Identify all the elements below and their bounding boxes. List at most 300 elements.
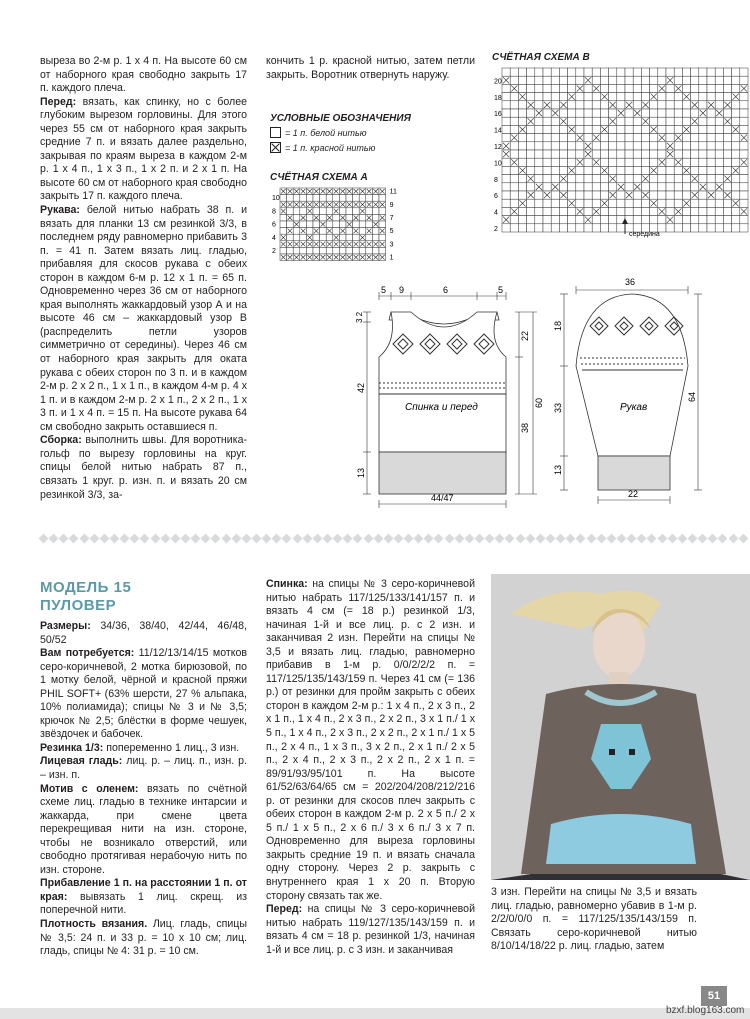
paragraph-heading: Рукава:	[40, 204, 80, 217]
grid-cell	[682, 134, 690, 142]
grid-cell	[666, 93, 674, 101]
divider-diamond	[160, 534, 170, 544]
grid-cell	[584, 191, 592, 199]
grid-cell	[723, 76, 731, 84]
grid-cell	[691, 76, 699, 84]
grid-cell	[707, 224, 715, 232]
grid-cell	[584, 175, 592, 183]
grid-cell	[617, 175, 625, 183]
grid-cell	[658, 76, 666, 84]
grid-cell	[682, 117, 690, 125]
grid-cell	[379, 208, 386, 215]
grid-cell	[568, 101, 576, 109]
grid-cell	[576, 175, 584, 183]
grid-cell	[715, 84, 723, 92]
grid-cell	[313, 195, 320, 202]
text-column-left-bottom	[40, 620, 247, 959]
center-label: середина	[629, 231, 660, 238]
grid-cell	[300, 208, 307, 215]
paragraph-text: 11/12/13/14/15 мотков серо-коричневой, 2 мотка бирюзовой, по 1 мотку белой, чёрной и красной пряжи PHIL SOFT+ (63% шерсти, 27 % альпака, 10% полиамида); спицы № 3 и № 3,5; крючок № 2,5; блёстки в форме чешуек, звёздочек и бабочек.	[40, 647, 247, 741]
grid-cell	[715, 207, 723, 215]
body-bottom-dim: 44/47	[431, 493, 454, 503]
grid-cell	[600, 216, 608, 224]
grid-cell	[300, 234, 307, 241]
grid-cell	[527, 183, 535, 191]
grid-cell	[339, 195, 346, 202]
grid-cell	[707, 76, 715, 84]
grid-cell	[674, 216, 682, 224]
grid-cell	[650, 134, 658, 142]
body-top-dim-3: 6	[443, 285, 449, 295]
sleeve-bottom-dim: 22	[628, 489, 639, 499]
grid-cell	[518, 183, 526, 191]
text-column-left-top	[40, 55, 247, 502]
grid-cell	[682, 76, 690, 84]
row-number-left: 10	[272, 195, 280, 203]
divider-diamond	[201, 534, 211, 544]
grid-cell	[592, 166, 600, 174]
grid-cell	[543, 125, 551, 133]
grid-cell	[609, 142, 617, 150]
grid-cell	[287, 234, 294, 241]
grid-cell	[568, 84, 576, 92]
grid-cell	[366, 195, 373, 202]
paragraph-text: вязать по счётной схеме лиц. гладью в технике интарсии и жаккарда, при смене цвета перекрещивая нити на изн. стороне, чтобы не возникало отверстий, или свободно протягивая нерабочую нить по изн. стороне.	[40, 782, 247, 876]
grid-cell	[527, 134, 535, 142]
grid-cell	[584, 117, 592, 125]
grid-cell	[592, 101, 600, 109]
grid-cell	[372, 208, 379, 215]
grid-cell	[609, 158, 617, 166]
grid-cell	[682, 207, 690, 215]
divider-diamond	[515, 534, 525, 544]
grid-cell	[641, 93, 649, 101]
grid-cell	[280, 214, 287, 221]
divider-diamond	[251, 534, 261, 544]
grid-cell	[641, 150, 649, 158]
grid-cell	[609, 224, 617, 232]
grid-cell	[699, 142, 707, 150]
grid-cell	[293, 208, 300, 215]
grid-cell	[502, 224, 510, 232]
grid-cell	[633, 84, 641, 92]
grid-cell	[658, 117, 666, 125]
grid-cell	[510, 68, 518, 76]
grid-cell	[732, 183, 740, 191]
text-column-right-bottom	[491, 886, 697, 954]
grid-cell	[707, 150, 715, 158]
grid-cell	[306, 214, 313, 221]
grid-cell	[543, 199, 551, 207]
grid-cell	[609, 109, 617, 117]
grid-cell	[551, 175, 559, 183]
grid-cell	[715, 191, 723, 199]
divider-diamond	[292, 534, 302, 544]
grid-cell	[559, 76, 567, 84]
grid-cell	[723, 158, 731, 166]
grid-cell	[510, 191, 518, 199]
grid-cell	[543, 76, 551, 84]
grid-cell	[527, 207, 535, 215]
grid-cell	[715, 125, 723, 133]
row-number-left: 8	[272, 208, 276, 216]
grid-cell	[609, 199, 617, 207]
grid-cell	[535, 166, 543, 174]
grid-cell	[732, 216, 740, 224]
paragraph-heading: Размеры:	[40, 620, 91, 632]
model-photo	[491, 574, 750, 880]
paragraph	[40, 647, 247, 742]
paragraph-heading: Спинка:	[266, 578, 308, 590]
grid-cell	[535, 117, 543, 125]
grid-cell	[551, 117, 559, 125]
grid-cell	[691, 166, 699, 174]
grid-cell	[584, 84, 592, 92]
grid-cell	[326, 221, 333, 228]
grid-cell	[527, 76, 535, 84]
grid-cell	[666, 183, 674, 191]
grid-cell	[535, 150, 543, 158]
grid-cell	[543, 207, 551, 215]
grid-cell	[699, 101, 707, 109]
grid-cell	[510, 109, 518, 117]
paragraph-text: вязать, как спинку, но с более глубоким вырезом горловины. Для этого через 55 см от наборного края закрыть средние 7 п. и вязать далее раздельно, закрывая по краям выреза в каждом 2-м р. 1 х 4 п., 1 х 3 п., 1 х 2 п. и 2 х 1 п. На высоте 60 см от наборного края свободно закрыть 17 п. каждого плеча.	[40, 95, 247, 203]
grid-cell	[559, 224, 567, 232]
grid-cell	[518, 158, 526, 166]
paragraph-text: на спицы № 3 серо-коричневой нитью набрать 119/127/135/143/159 п. и вязать 4 см = 18 р. резинкой 1/3, начиная 1-й и все лиц. р. с 3 изн. и заканчивая	[266, 903, 475, 956]
paragraph-heading: Мотив с оленем:	[40, 782, 139, 795]
grid-cell	[535, 224, 543, 232]
paragraph	[40, 204, 247, 434]
model-name: ПУЛОВЕР	[40, 597, 117, 614]
grid-cell	[732, 150, 740, 158]
grid-cell	[543, 224, 551, 232]
grid-cell	[600, 183, 608, 191]
paragraph-heading: Сборка:	[40, 434, 82, 447]
grid-cell	[658, 125, 666, 133]
body-top-dim-1: 5	[381, 285, 387, 295]
grid-cell	[715, 224, 723, 232]
grid-cell	[527, 109, 535, 117]
divider-diamond	[596, 534, 606, 544]
divider-diamond	[312, 534, 322, 544]
grid-cell	[740, 183, 748, 191]
grid-cell	[674, 125, 682, 133]
grid-cell	[551, 207, 559, 215]
divider-diamond	[302, 534, 312, 544]
row-number-left: 2	[272, 248, 276, 255]
footer-bar	[0, 1008, 750, 1019]
grid-cell	[527, 199, 535, 207]
grid-cell	[320, 228, 327, 235]
grid-cell	[732, 76, 740, 84]
grid-cell	[339, 247, 346, 254]
grid-cell	[339, 208, 346, 215]
grid-cell	[326, 208, 333, 215]
grid-cell	[353, 195, 360, 202]
grid-cell	[666, 125, 674, 133]
grid-cell	[510, 93, 518, 101]
grid-cell	[641, 183, 649, 191]
grid-cell	[551, 224, 559, 232]
grid-cell	[535, 158, 543, 166]
grid-cell	[732, 117, 740, 125]
body-top-dim-4: 5	[498, 285, 504, 295]
paragraph	[266, 578, 475, 903]
grid-cell	[715, 68, 723, 76]
grid-cell	[633, 134, 641, 142]
grid-cell	[740, 191, 748, 199]
grid-cell	[682, 216, 690, 224]
grid-cell	[740, 125, 748, 133]
paragraph-text: Лиц. гладь, спицы № 3,5: 24 п. и 33 р. = 10 х 10 см; лиц. гладь, спицы № 4: 31 р. = 10 см.	[40, 918, 247, 958]
row-number-right: 5	[389, 228, 394, 236]
grid-cell	[625, 134, 633, 142]
grid-cell	[674, 191, 682, 199]
grid-cell	[600, 117, 608, 125]
grid-cell	[666, 199, 674, 207]
grid-cell	[535, 68, 543, 76]
grid-cell	[568, 76, 576, 84]
grid-cell	[707, 84, 715, 92]
grid-cell	[699, 175, 707, 183]
grid-cell	[740, 175, 748, 183]
grid-cell	[346, 214, 353, 221]
grid-cell	[366, 247, 373, 254]
grid-cell	[650, 84, 658, 92]
divider-diamond	[110, 534, 120, 544]
divider-diamond	[627, 534, 637, 544]
grid-cell	[723, 84, 731, 92]
grid-cell	[372, 214, 379, 221]
grid-cell	[641, 199, 649, 207]
grid-cell	[699, 68, 707, 76]
divider-diamond	[150, 534, 160, 544]
grid-cell	[359, 221, 366, 228]
grid-cell	[633, 150, 641, 158]
chart-a-grid	[268, 184, 397, 272]
grid-cell	[650, 142, 658, 150]
divider-diamond	[617, 534, 627, 544]
text-column-middle-top	[266, 55, 475, 82]
paragraph-heading: Вам потребуется:	[40, 647, 135, 660]
grid-cell	[502, 183, 510, 191]
grid-cell	[715, 166, 723, 174]
grid-cell	[707, 134, 715, 142]
legend-white	[270, 127, 367, 138]
grid-cell	[293, 195, 300, 202]
grid-cell	[625, 158, 633, 166]
grid-cell	[633, 117, 641, 125]
grid-cell	[576, 183, 584, 191]
grid-cell	[682, 101, 690, 109]
grid-cell	[576, 224, 584, 232]
grid-cell	[543, 183, 551, 191]
grid-cell	[543, 109, 551, 117]
grid-cell	[641, 84, 649, 92]
grid-cell	[353, 221, 360, 228]
grid-cell	[740, 117, 748, 125]
grid-cell	[691, 125, 699, 133]
divider-diamond	[667, 534, 677, 544]
grid-cell	[576, 109, 584, 117]
grid-cell	[666, 68, 674, 76]
divider-diamond	[708, 534, 718, 544]
row-number-left: 16	[494, 111, 502, 119]
grid-cell	[625, 183, 633, 191]
grid-cell	[715, 142, 723, 150]
grid-cell	[674, 150, 682, 158]
grid-cell	[510, 117, 518, 125]
grid-cell	[518, 101, 526, 109]
chart-a-title: СЧЁТНАЯ СХЕМА А	[270, 172, 368, 183]
grid-cell	[559, 216, 567, 224]
grid-cell	[293, 228, 300, 235]
grid-cell	[625, 93, 633, 101]
grid-cell	[666, 175, 674, 183]
divider-diamond	[373, 534, 383, 544]
grid-cell	[543, 68, 551, 76]
grid-cell	[633, 191, 641, 199]
grid-cell	[650, 150, 658, 158]
grid-cell	[732, 134, 740, 142]
grid-cell	[682, 158, 690, 166]
grid-cell	[584, 134, 592, 142]
grid-cell	[617, 125, 625, 133]
grid-cell	[658, 68, 666, 76]
divider-diamond	[485, 534, 495, 544]
paragraph-heading: Резинка 1/3:	[40, 741, 104, 754]
grid-cell	[543, 158, 551, 166]
grid-cell	[320, 247, 327, 254]
grid-cell	[723, 207, 731, 215]
grid-cell	[609, 68, 617, 76]
divider-diamond	[49, 534, 59, 544]
grid-cell	[723, 199, 731, 207]
grid-cell	[502, 191, 510, 199]
row-number-right: 9	[389, 201, 394, 209]
grid-cell	[353, 234, 360, 241]
grid-cell	[353, 208, 360, 215]
grid-cell	[666, 84, 674, 92]
grid-cell	[568, 109, 576, 117]
grid-cell	[502, 158, 510, 166]
divider-diamond	[444, 534, 454, 544]
grid-cell	[551, 84, 559, 92]
grid-cell	[666, 191, 674, 199]
grid-cell	[518, 117, 526, 125]
grid-cell	[518, 216, 526, 224]
row-number-left: 6	[494, 193, 498, 201]
grid-cell	[551, 125, 559, 133]
sleeve-label: Рукав	[620, 402, 648, 413]
grid-cell	[527, 224, 535, 232]
divider-diamond	[170, 534, 180, 544]
divider-diamond	[69, 534, 79, 544]
paragraph-heading: Лицевая гладь:	[40, 755, 123, 768]
grid-cell	[674, 117, 682, 125]
grid-cell	[600, 224, 608, 232]
grid-cell	[551, 199, 559, 207]
grid-cell	[617, 199, 625, 207]
legend-red-label: = 1 п. красной нитью	[285, 142, 376, 153]
grid-cell	[287, 195, 294, 202]
grid-cell	[715, 93, 723, 101]
grid-cell	[682, 68, 690, 76]
grid-cell	[707, 158, 715, 166]
grid-cell	[372, 247, 379, 254]
divider-diamond	[728, 534, 738, 544]
grid-cell	[691, 84, 699, 92]
grid-cell	[732, 175, 740, 183]
grid-cell	[625, 117, 633, 125]
grid-cell	[527, 216, 535, 224]
grid-cell	[510, 216, 518, 224]
grid-cell	[576, 76, 584, 84]
grid-cell	[658, 109, 666, 117]
grid-cell	[691, 216, 699, 224]
grid-cell	[280, 195, 287, 202]
grid-cell	[617, 84, 625, 92]
row-number-right: 3	[389, 241, 394, 249]
grid-cell	[502, 199, 510, 207]
grid-cell	[584, 125, 592, 133]
paragraph-text: 34/36, 38/40, 42/44, 46/48, 50/52	[40, 620, 247, 646]
grid-cell	[559, 125, 567, 133]
grid-cell	[682, 175, 690, 183]
grid-cell	[600, 150, 608, 158]
grid-cell	[280, 228, 287, 235]
grid-cell	[699, 216, 707, 224]
grid-cell	[543, 84, 551, 92]
grid-cell	[617, 158, 625, 166]
divider-diamond	[718, 534, 728, 544]
grid-cell	[576, 216, 584, 224]
grid-cell	[535, 76, 543, 84]
grid-cell	[641, 68, 649, 76]
grid-cell	[650, 183, 658, 191]
grid-cell	[320, 214, 327, 221]
grid-cell	[707, 68, 715, 76]
grid-cell	[600, 68, 608, 76]
divider-diamond	[434, 534, 444, 544]
row-number-left: 20	[494, 78, 502, 86]
body-left-dim-2: 42	[356, 382, 366, 393]
grid-cell	[674, 166, 682, 174]
grid-cell	[372, 234, 379, 241]
grid-cell	[633, 125, 641, 133]
grid-cell	[339, 221, 346, 228]
grid-cell	[326, 195, 333, 202]
grid-cell	[518, 68, 526, 76]
grid-cell	[715, 175, 723, 183]
paragraph	[40, 755, 247, 782]
grid-cell	[600, 191, 608, 199]
grid-cell	[366, 208, 373, 215]
divider-diamond	[99, 534, 109, 544]
grid-cell	[658, 183, 666, 191]
legend-title: УСЛОВНЫЕ ОБОЗНАЧЕНИЯ	[270, 113, 411, 124]
grid-cell	[313, 208, 320, 215]
grid-cell	[502, 117, 510, 125]
grid-cell	[641, 109, 649, 117]
grid-cell	[379, 247, 386, 254]
grid-cell	[559, 150, 567, 158]
grid-cell	[699, 207, 707, 215]
grid-cell	[592, 125, 600, 133]
divider-diamond	[353, 534, 363, 544]
grid-cell	[723, 216, 731, 224]
